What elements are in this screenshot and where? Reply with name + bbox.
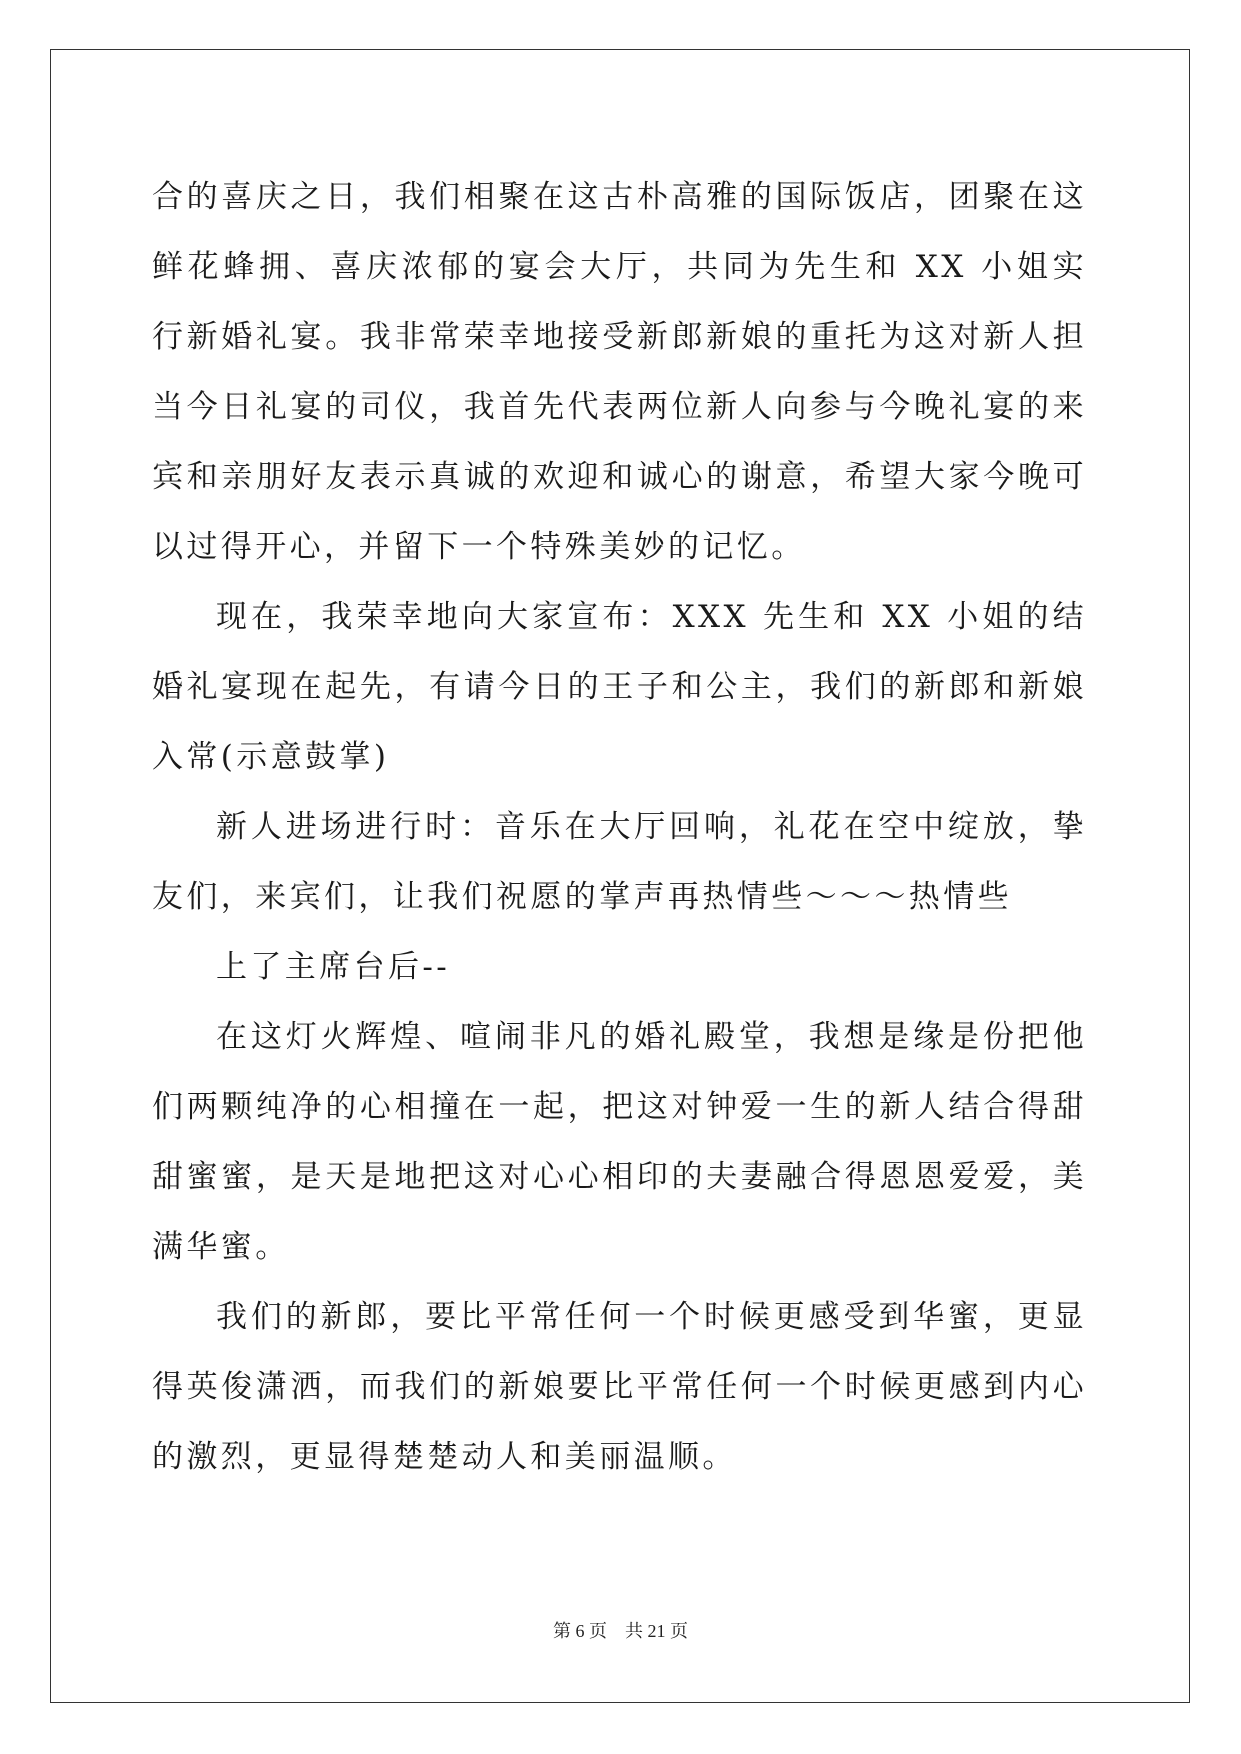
- paragraph-3: 新人进场进行时：音乐在大厅回响，礼花在空中绽放，挚友们，来宾们，让我们祝愿的掌声再热情些～～～热情些: [152, 809, 1087, 915]
- paragraph-4: 上了主席台后--: [216, 949, 451, 985]
- paragraph-5: 在这灯火辉煌、喧闹非凡的婚礼殿堂，我想是缘是份把他们两颗纯净的心相撞在一起，把这对钟爱一生的新人结合得甜甜蜜蜜，是天是地把这对心心相印的夫妻融合得恩恩爱爱，美满华蜜。: [152, 1019, 1087, 1265]
- page-number-footer: 第 6 页 共 21 页: [553, 1621, 688, 1641]
- paragraph-6: 我们的新郎，要比平常任何一个时候更感受到华蜜，更显得英俊潇洒，而我们的新娘要比平常任何一个时候更感到内心的激烈，更显得楚楚动人和美丽温顺。: [152, 1299, 1087, 1475]
- document-body: [152, 162, 1087, 1492]
- paragraph-2: 现在，我荣幸地向大家宣布：XXX 先生和 XX 小姐的结婚礼宴现在起先，有请今日的王子和公主，我们的新郎和新娘入常(示意鼓掌): [152, 599, 1087, 775]
- paragraph-1: 合的喜庆之日，我们相聚在这古朴高雅的国际饭店，团聚在这鲜花蜂拥、喜庆浓郁的宴会大厅，共同为先生和 XX 小姐实行新婚礼宴。我非常荣幸地接受新郎新娘的重托为这对新人担当今日礼宴的司仪，我首先代表两位新人向参与今晚礼宴的来宾和亲朋好友表示真诚的欢迎和诚心的谢意，希望大家今晚可以过得开心，并留下一个特殊美妙的记忆。: [152, 179, 1087, 565]
